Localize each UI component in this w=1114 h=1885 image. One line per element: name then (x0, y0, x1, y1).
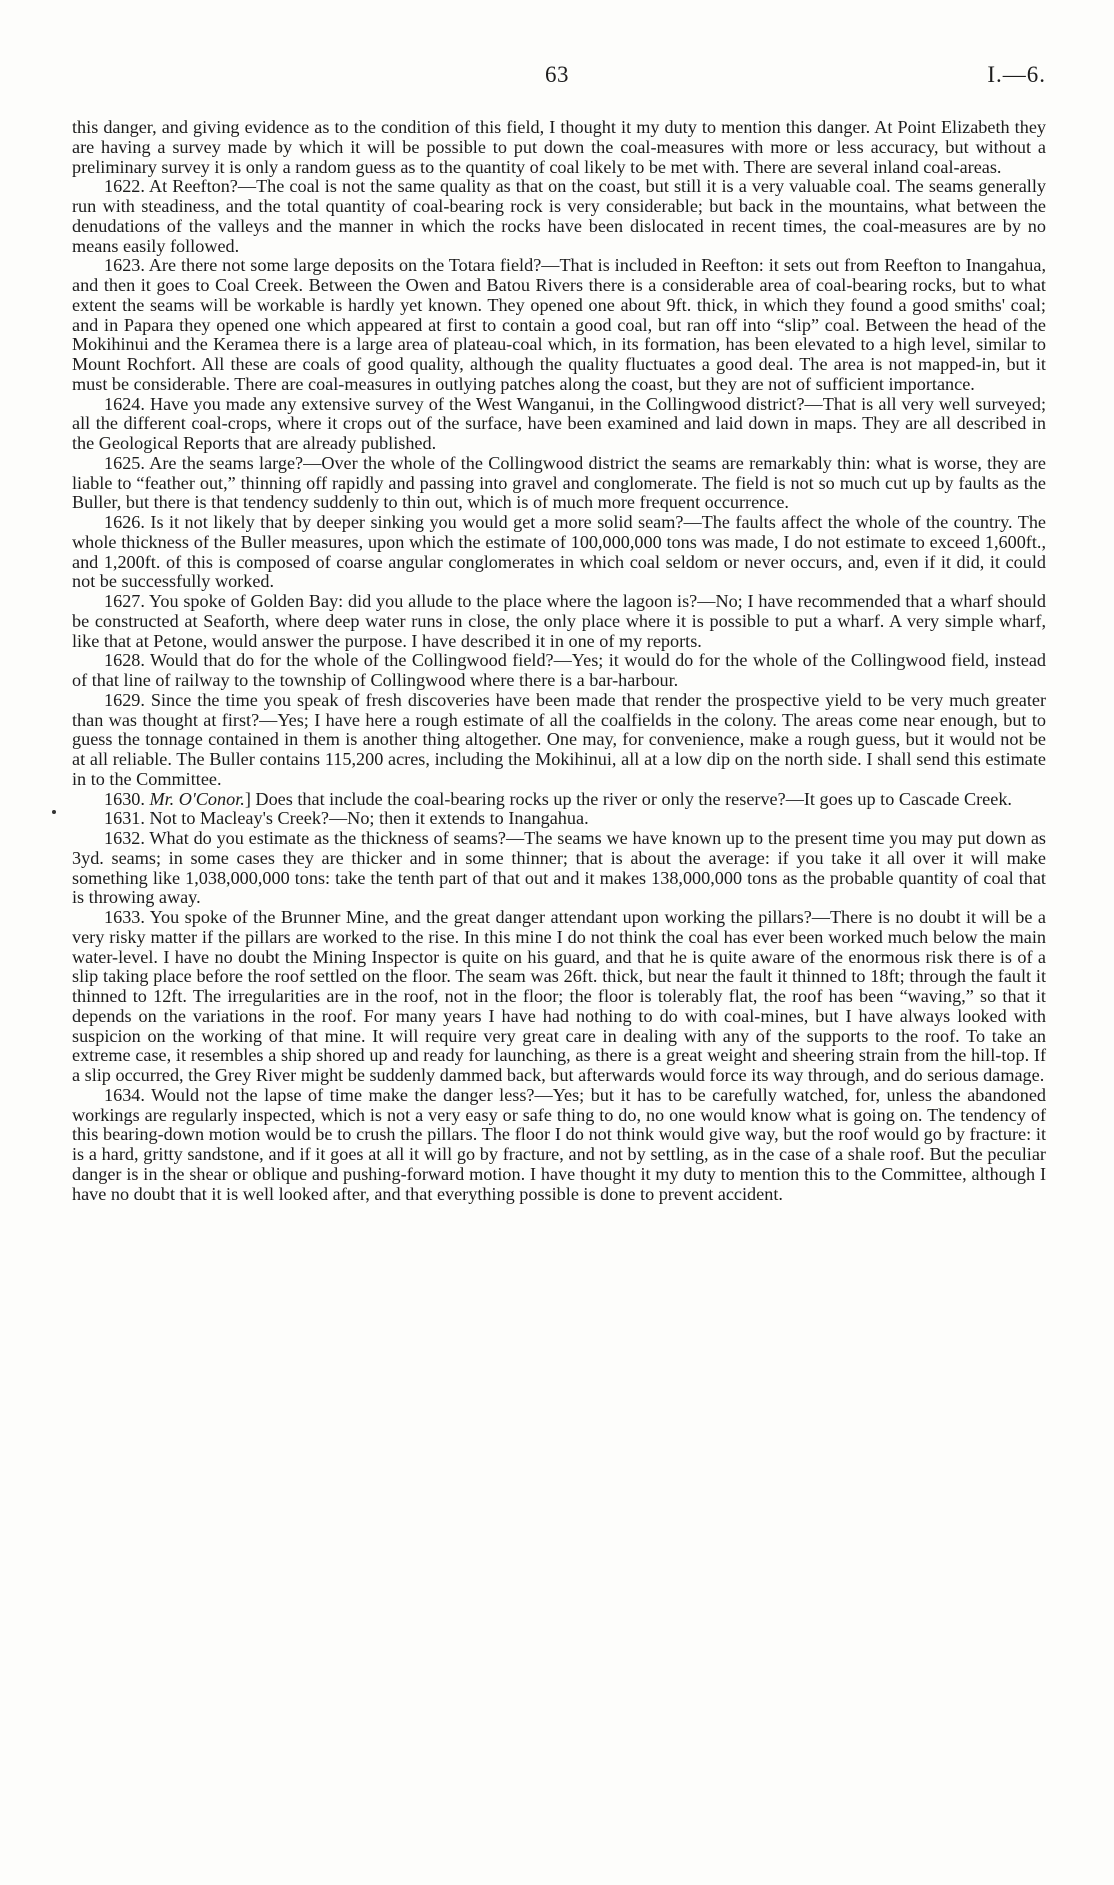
paragraph-1626: 1626. Is it not likely that by deeper sinking you would get a more solid seam?—The faults affect the whole of the country. The whole thickness of the Buller measures, upon which the estimate of 100,000,000 tons was made, I do not estimate to exceed 1,600ft., and 1,200ft. of this is composed of coarse angular conglomerates in which coal seldom or never occurs, and, even if it did, it could not be successfully worked. (72, 512, 1046, 592)
paragraph-1622: 1622. At Reefton?—The coal is not the same quality as that on the coast, but still it is a very valuable coal. The seams generally run with steadiness, and the total quantity of coal-bearing rock is very considerable; but back in the mountains, what between the denudations of the valleys and the manner in which the rocks have been dislocated in recent times, the coal-measures are by no means easily followed. (72, 176, 1046, 256)
body-text (72, 118, 1046, 1204)
paragraph-1628: 1628. Would that do for the whole of the Collingwood field?—Yes; it would do for the whole of the Collingwood field, instead of that line of railway to the township of Collingwood where there is a bar-harbour. (72, 650, 1046, 690)
paragraph-1630-body: ] Does that include the coal-bearing rocks up the river or only the reserve?—It goes up to Cascade Creek. (244, 788, 1012, 809)
paragraph-1627: 1627. You spoke of Golden Bay: did you allude to the place where the lagoon is?—No; I have recommended that a wharf should be constructed at Seaforth, where deep water runs in close, the only place where it is possible to put a wharf. A very simple wharf, like that at Petone, would answer the purpose. I have described it in one of my reports. (72, 591, 1046, 651)
paragraph-1630-lead: 1630. (104, 788, 150, 809)
paragraph-continuation: this danger, and giving evidence as to the condition of this field, I thought it my duty to mention this danger. At Point Elizabeth they are having a survey made by which it will be possible to put down the coal-measures with more or less accuracy, but without a preliminary survey it is only a random guess as to the quantity of coal likely to be met with. There are several inland coal-areas. (72, 117, 1046, 177)
page-reference: I.—6. (987, 62, 1046, 87)
paragraph-1624: 1624. Have you made any extensive survey of the West Wanganui, in the Collingwood district?—That is all very well surveyed; all the different coal-crops, where it crops out of the surface, have been examined and laid down in maps. They are all described in the Geological Reports that are already published. (72, 393, 1046, 453)
paragraph-1631: 1631. Not to Macleay's Creek?—No; then it extends to Inangahua. (104, 808, 589, 829)
paragraph-1630 (72, 790, 1046, 810)
paragraph-1633: 1633. You spoke of the Brunner Mine, and the great danger attendant upon working the pillars?—There is no doubt it will be a very risky matter if the pillars are worked to the rise. In this mine I do not think the coal has ever been worked much below the main water-level. I have no doubt the Mining Inspector is quite on his guard, and that he is quite aware of the enormous risk there is of a slip taking place before the roof settled on the floor. The seam was 26ft. thick, but near the fault it thinned to 18ft; through the fault it thinned to 12ft. The irregularities are in the roof, not in the floor; the floor is tolerably flat, the roof has been “waving,” so that it depends on the variations in the roof. For many years I have had nothing to do with coal-mines, but I have always looked with suspicion on the working of that mine. It will require very great care in dealing with any of the supports to the roof. To take an extreme case, it resembles a ship shored up and ready for launching, as there is a great weight and sheering strain from the hill-top. If a slip occurred, the Grey River might be suddenly dammed back, but afterwards would force its way through, and do serious damage. (72, 907, 1046, 1085)
margin-mark (52, 810, 56, 814)
paragraph-1625: 1625. Are the seams large?—Over the whole of the Collingwood district the seams are remarkably thin: what is worse, they are liable to “feather out,” thinning off rapidly and passing into gravel and conglomerate. The field is not so much cut up by faults as the Buller, but there is that tendency suddenly to thin out, which is of much more frequent occurrence. (72, 452, 1046, 513)
paragraph-1629: 1629. Since the time you speak of fresh discoveries have been made that render the prospective yield to be very much greater than was thought at first?—Yes; I have here a rough estimate of all the coalfields in the colony. The areas come near enough, but to guess the tonnage contained in them is another thing altogether. One may, for convenience, make a rough guess, but it would not be at all reliable. The Buller contains 115,200 acres, including the Mokihinui, all at a low dip on the north side. I shall send this estimate in to the Committee. (72, 689, 1046, 789)
speaker-name: Mr. O'Conor. (149, 788, 245, 809)
paragraph-1623: 1623. Are there not some large deposits on the Totara field?—That is included in Reefton: it sets out from Reefton to Inangahua, and then it goes to Coal Creek. Between the Owen and Batou Rivers there is a considerable area of coal-bearing rocks, but to what extent the seams will be workable is hardly yet known. They opened one about 9ft. thick, in which they found a good smiths' coal; and in Papara they opened one which appeared at first to contain a good coal, but ran off into “slip” coal. Between the head of the Mokihinui and the Keramea there is a large area of plateau-coal which, in its formation, has been elevated to a high level, similar to Mount Rochfort. All these are coals of good quality, although the quality fluctuates a good deal. The area is not mapped-in, but it must be considerable. There are coal-measures in outlying patches along the coast, but they are not of sufficient importance. (72, 255, 1046, 394)
paragraph-1634: 1634. Would not the lapse of time make the danger less?—Yes; but it has to be carefully watched, for, unless the abandoned workings are regularly inspected, which is not a very easy or safe thing to do, no one would know what is going on. The tendency of this bearing-down motion would be to crush the pillars. The floor I do not think would give way, but the roof would go by fracture: it is a hard, gritty sandstone, and if it goes at all it will go by fracture, and not by settling, as in the case of a shale roof. But the peculiar danger is in the shear or oblique and pushing-forward motion. I have thought it my duty to mention this to the Committee, although I have no doubt that it is well looked after, and that everything possible is done to prevent accident. (72, 1084, 1046, 1204)
paragraph-1632: 1632. What do you estimate as the thickness of seams?—The seams we have known up to the present time you may put down as 3yd. seams; in some cases they are thicker and in some thinner; that is about the average: if you take it all over it will make something like 1,038,000,000 tons: take the tenth part of that out and it makes 138,000,000 tons as the probable quantity of coal that is throwing away. (72, 828, 1046, 908)
page-number: 63 (545, 62, 569, 87)
